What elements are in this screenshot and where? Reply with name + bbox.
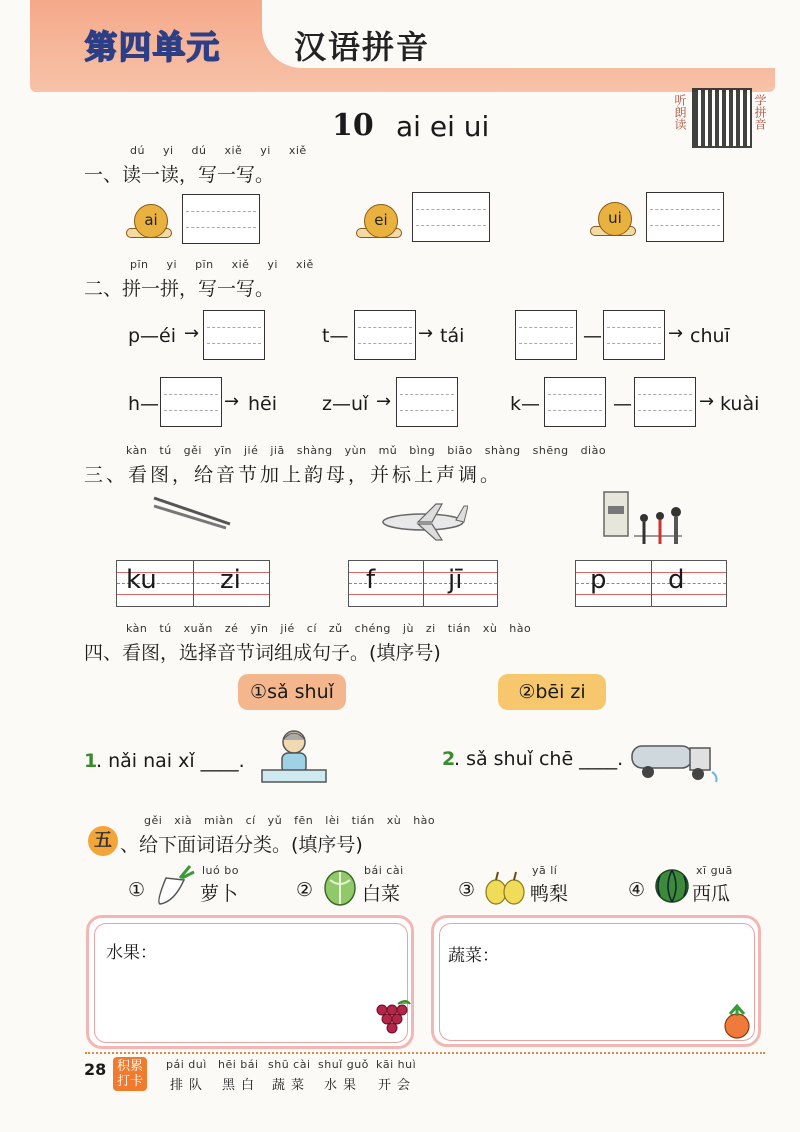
grid-syllable: f <box>366 565 376 595</box>
water-truck-icon <box>628 736 720 784</box>
cabbage-icon <box>322 866 358 906</box>
syllable-part: p—éi <box>128 325 177 347</box>
grid-syllable: p <box>590 565 607 595</box>
watermelon-icon <box>654 868 690 904</box>
footer-word: 黑白 <box>222 1078 261 1093</box>
sec5-pinyin: gěi xià miàn cí yǔ fēn lèi tián xù hào <box>144 814 436 827</box>
footer-pinyin: kāi huì <box>376 1058 417 1071</box>
snail-icon: ei <box>356 196 402 238</box>
write-box[interactable] <box>515 310 577 360</box>
chopsticks-icon <box>150 494 234 530</box>
item-pinyin: bái cài <box>364 864 404 877</box>
arrow-icon: → <box>224 391 240 412</box>
syllable-part: z—uǐ <box>322 393 369 415</box>
item-pinyin: xī guā <box>696 864 733 877</box>
syllable-part: t— <box>322 325 349 347</box>
option-pill[interactable]: ①sǎ shuǐ <box>238 674 346 710</box>
sec2-pinyin: pīn yi pīn xiě yi xiě <box>130 258 314 271</box>
carrot-tomato-icon <box>720 1002 754 1040</box>
footer-pinyin: pái duì <box>166 1058 207 1071</box>
item-pinyin: luó bo <box>202 864 239 877</box>
grid-syllable: zi <box>220 565 241 595</box>
write-box[interactable] <box>396 377 458 427</box>
grid-syllable: ku <box>126 565 157 595</box>
section-five-badge: 五 <box>88 826 118 856</box>
grandma-washing-icon <box>258 726 330 786</box>
sentence-text: . sǎ shuǐ chē ____. <box>454 748 624 770</box>
item-index: ④ <box>628 879 646 901</box>
item-word: 白菜 <box>362 883 401 905</box>
syllable-result: tái <box>440 325 465 347</box>
syllable-part: h— <box>128 393 160 415</box>
item-word: 萝卜 <box>200 883 239 905</box>
qr-right-label: 学拼音 <box>753 94 767 130</box>
footer-word: 开会 <box>378 1078 417 1093</box>
snail-icon: ai <box>126 196 172 238</box>
write-box[interactable] <box>646 192 724 242</box>
snail-icon: ui <box>590 194 636 236</box>
item-index: ② <box>296 879 314 901</box>
footer-pinyin: shuǐ guǒ <box>318 1058 369 1071</box>
item-word: 鸭梨 <box>530 883 569 905</box>
item-pinyin: yā lí <box>532 864 558 877</box>
sec3-title: 三、看图，给音节加上韵母，并标上声调。 <box>84 464 503 486</box>
footer-divider <box>85 1052 765 1054</box>
syllable-result: chuī <box>690 325 730 347</box>
write-box[interactable] <box>412 192 490 242</box>
write-box[interactable] <box>603 310 665 360</box>
syllable-result: hēi <box>248 393 278 415</box>
fruit-label: 水果： <box>106 943 157 963</box>
qr-left-label: 听朗读 <box>673 94 687 130</box>
footer-word: 水果 <box>324 1078 363 1093</box>
syllable-part: k— <box>510 393 541 415</box>
write-box[interactable] <box>634 377 696 427</box>
item-index: ③ <box>458 879 476 901</box>
lesson-number: 10 <box>332 108 374 143</box>
sentence-number: 1 <box>84 750 98 772</box>
sec4-pinyin: kàn tú xuǎn zé yīn jié cí zǔ chéng jù zi tián xù hào <box>126 622 532 635</box>
write-box[interactable] <box>544 377 606 427</box>
sec1-pinyin: dú yi dú xiě yi xiě <box>130 144 307 157</box>
sec2-title: 二、拼一拼，写一写。 <box>84 278 275 300</box>
queue-people-icon <box>598 488 694 548</box>
sec5-title: 、给下面词语分类。(填序号) <box>120 834 363 856</box>
arrow-icon: → <box>184 323 200 344</box>
qr-code-icon[interactable] <box>692 88 752 148</box>
dash: — <box>583 325 602 347</box>
write-box[interactable] <box>182 194 260 244</box>
grid-syllable: d <box>668 565 685 595</box>
write-box[interactable] <box>160 377 222 427</box>
page-number: 28 <box>84 1060 107 1079</box>
grapes-icon <box>370 996 412 1038</box>
accumulate-badge: 积累打卡 <box>113 1057 147 1091</box>
syllable-result: kuài <box>720 393 760 415</box>
footer-word: 蔬菜 <box>272 1078 311 1093</box>
arrow-icon: → <box>699 391 715 412</box>
item-word: 西瓜 <box>692 883 731 905</box>
sec3-pinyin: kàn tú gěi yīn jié jiā shàng yùn mǔ bìng biāo shàng shēng diào <box>126 444 607 457</box>
lesson-title: ai ei ui <box>396 110 490 143</box>
option-pill[interactable]: ②bēi zi <box>498 674 606 710</box>
write-box[interactable] <box>354 310 416 360</box>
airplane-icon <box>378 496 468 544</box>
unit-title: 汉语拼音 <box>294 28 431 66</box>
sec1-title: 一、读一读，写一写。 <box>84 164 275 186</box>
dash: — <box>613 393 632 415</box>
arrow-icon: → <box>418 323 434 344</box>
write-box[interactable] <box>203 310 265 360</box>
pear-icon <box>484 868 526 906</box>
vegetable-label: 蔬菜： <box>448 946 499 966</box>
sentence-number: 2 <box>442 748 456 770</box>
arrow-icon: → <box>668 323 684 344</box>
sentence-text: . nǎi nai xǐ ____. <box>96 750 245 772</box>
footer-pinyin: hēi bái <box>218 1058 259 1071</box>
arrow-icon: → <box>376 391 392 412</box>
item-index: ① <box>128 879 146 901</box>
footer-pinyin: shū cài <box>268 1058 311 1071</box>
grid-syllable: jī <box>448 565 463 595</box>
sec4-title: 四、看图，选择音节词组成句子。(填序号) <box>84 642 441 664</box>
footer-word: 排队 <box>170 1078 209 1093</box>
unit-label: 第四单元 <box>85 28 222 66</box>
radish-icon <box>154 864 196 908</box>
